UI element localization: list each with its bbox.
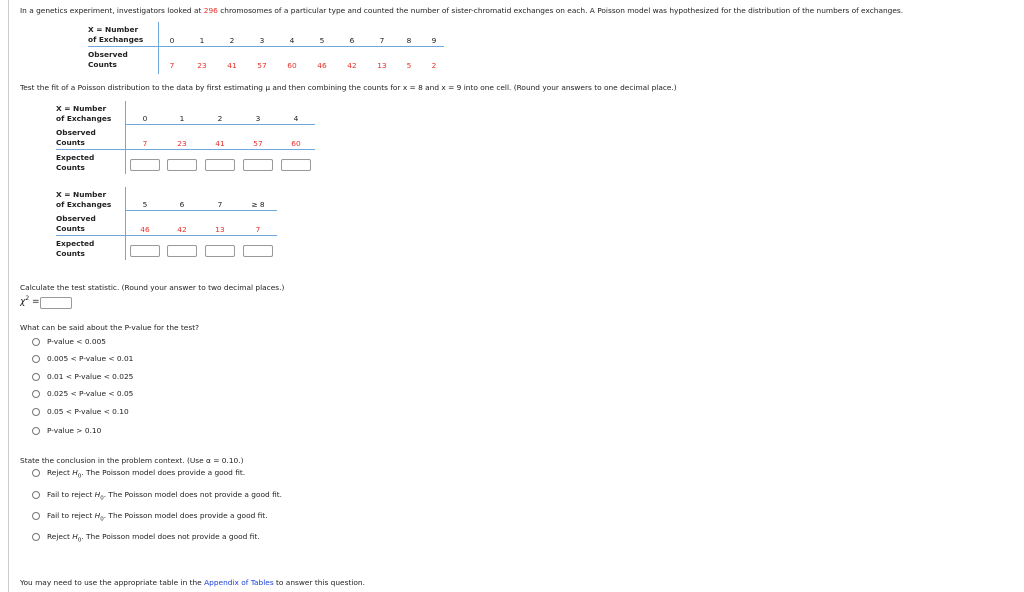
table-divider: [125, 210, 277, 211]
radio-button[interactable]: [32, 408, 40, 416]
observed-count: 46: [317, 61, 327, 70]
x-row-label: [56, 104, 111, 124]
option-post: . The Poisson model does not provide a good fit.: [103, 490, 282, 499]
left-border: [8, 0, 9, 592]
x-value: 3: [255, 114, 261, 123]
option-pre: Fail to reject: [47, 511, 95, 520]
expected-row-label: [56, 239, 94, 259]
x-value: 0: [169, 36, 175, 45]
hypothesis-symbol: H: [94, 490, 101, 499]
radio-button[interactable]: [32, 533, 40, 541]
x-value: 1: [179, 114, 185, 123]
test-stat-prompt: Calculate the test statistic. (Round your answer to two decimal places.): [20, 283, 285, 292]
x-value: ≥ 8: [251, 200, 265, 209]
radio-button[interactable]: [32, 390, 40, 398]
hypothesis-symbol: H: [94, 511, 101, 520]
expected-row-label: [56, 153, 94, 173]
intro-text: [20, 6, 903, 15]
table-divider: [125, 187, 126, 260]
option-label: P-value > 0.10: [47, 426, 102, 435]
table-divider: [56, 149, 315, 150]
x-row-label-line2: of Exchanges: [56, 114, 112, 123]
chi-square-label: [20, 295, 40, 307]
x-row-label-line2: of Exchanges: [56, 200, 112, 209]
chromosome-count: 296: [203, 6, 218, 15]
radio-button[interactable]: [32, 491, 40, 499]
pvalue-prompt: What can be said about the P-value for the test?: [20, 323, 200, 332]
hypothesis-subscript: 0: [100, 516, 104, 523]
radio-button[interactable]: [32, 355, 40, 363]
observed-count: 13: [377, 61, 387, 70]
x-row-label-line1: X = Number: [56, 104, 107, 113]
table-divider: [125, 124, 315, 125]
option-label: [47, 490, 282, 501]
expected-row-label-line2: Counts: [56, 249, 85, 258]
x-value: 4: [289, 36, 295, 45]
observed-row-label-line1: Observed: [56, 214, 96, 223]
observed-row-label-line2: Counts: [56, 138, 85, 147]
instruction-text: Test the fit of a Poisson distribution to the data by first estimating μ and then combining the counts for x = 8 and x = 9 into one cell. (Round your answers to one decimal place.): [20, 83, 677, 92]
observed-count: 60: [287, 61, 297, 70]
footer-before: You may need to use the appropriate table in the: [20, 578, 205, 587]
x-value: 8: [406, 36, 412, 45]
option-label: [47, 532, 260, 543]
x-value: 7: [217, 200, 223, 209]
x-value: 4: [293, 114, 299, 123]
chi-square-input[interactable]: [40, 297, 72, 309]
x-row-label-line1: X = Number: [88, 25, 139, 34]
x-value: 6: [179, 200, 185, 209]
observed-count: 57: [257, 61, 267, 70]
radio-button[interactable]: [32, 338, 40, 346]
hypothesis-subscript: 0: [77, 473, 82, 480]
expected-row-label-line1: Expected: [56, 239, 95, 248]
observed-count: 2: [431, 61, 437, 70]
x-value: 6: [349, 36, 355, 45]
expected-count-input[interactable]: [281, 159, 311, 171]
expected-count-input[interactable]: [205, 159, 235, 171]
x-row-label-line2: of Exchanges: [88, 35, 144, 44]
expected-row-label-line1: Expected: [56, 153, 95, 162]
observed-count: 57: [253, 139, 263, 148]
observed-count: 5: [406, 61, 412, 70]
observed-count: 7: [255, 225, 261, 234]
radio-button[interactable]: [32, 427, 40, 435]
table-divider: [88, 46, 444, 47]
observed-count: 41: [215, 139, 225, 148]
table-divider: [56, 235, 277, 236]
radio-button[interactable]: [32, 469, 40, 477]
option-label: 0.005 < P-value < 0.01: [47, 354, 134, 363]
option-post: . The Poisson model does provide a good fit.: [103, 511, 268, 520]
table-divider: [125, 101, 126, 174]
option-label: [47, 511, 268, 522]
intro-after: chromosomes of a particular type and counted the number of sister-chromatid exchanges on each. A Poisson model was hypothesized for the distribution of the numbers of exchanges.: [217, 6, 904, 15]
x-value: 2: [229, 36, 235, 45]
observed-count: 41: [227, 61, 237, 70]
option-pre: Reject: [47, 468, 73, 477]
option-pre: Fail to reject: [47, 490, 95, 499]
expected-row-label-line2: Counts: [56, 163, 85, 172]
expected-count-input[interactable]: [130, 245, 160, 257]
observed-row-label: [56, 214, 96, 234]
observed-count: 42: [347, 61, 357, 70]
expected-count-input[interactable]: [243, 159, 273, 171]
observed-row-label-line2: Counts: [56, 224, 85, 233]
expected-count-input[interactable]: [167, 159, 197, 171]
appendix-link[interactable]: Appendix of Tables: [204, 578, 274, 587]
option-label: [47, 468, 245, 479]
observed-count: 7: [169, 61, 175, 70]
radio-button[interactable]: [32, 373, 40, 381]
option-post: . The Poisson model does not provide a good fit.: [81, 532, 260, 541]
footer-text: [20, 578, 365, 587]
x-value: 5: [142, 200, 148, 209]
observed-row-label: [88, 50, 128, 70]
hypothesis-subscript: 0: [77, 537, 82, 544]
observed-row-label: [56, 128, 96, 148]
x-value: 5: [319, 36, 325, 45]
hypothesis-symbol: H: [72, 532, 78, 541]
observed-count: 46: [140, 225, 150, 234]
observed-count: 7: [142, 139, 148, 148]
equals-sign: =: [29, 297, 40, 307]
x-value: 1: [199, 36, 205, 45]
x-value: 2: [217, 114, 223, 123]
x-row-label-line1: X = Number: [56, 190, 107, 199]
option-label: 0.05 < P-value < 0.10: [47, 407, 129, 416]
hypothesis-symbol: H: [72, 468, 78, 477]
intro-before: In a genetics experiment, investigators looked at: [20, 6, 204, 15]
observed-count: 42: [177, 225, 187, 234]
option-label: 0.025 < P-value < 0.05: [47, 389, 134, 398]
observed-count: 23: [197, 61, 207, 70]
x-value: 0: [142, 114, 148, 123]
x-value: 9: [431, 36, 437, 45]
option-label: P-value < 0.005: [47, 337, 106, 346]
expected-count-input[interactable]: [167, 245, 197, 257]
observed-row-label-line2: Counts: [88, 60, 117, 69]
option-label: 0.01 < P-value < 0.025: [47, 372, 134, 381]
observed-count: 13: [215, 225, 225, 234]
option-pre: Reject: [47, 532, 73, 541]
expected-count-input[interactable]: [243, 245, 273, 257]
x-row-label: [56, 190, 111, 210]
observed-row-label-line1: Observed: [88, 50, 128, 59]
observed-count: 23: [177, 139, 187, 148]
hypothesis-subscript: 0: [100, 495, 104, 502]
conclusion-prompt: State the conclusion in the problem context. (Use α = 0.10.): [20, 456, 244, 465]
x-row-label: [88, 25, 143, 45]
footer-after: to answer this question.: [273, 578, 365, 587]
observed-count: 60: [291, 139, 301, 148]
expected-count-input[interactable]: [130, 159, 160, 171]
radio-button[interactable]: [32, 512, 40, 520]
chi-symbol: χ: [20, 297, 26, 307]
chi-exponent: 2: [25, 295, 30, 302]
x-value: 7: [379, 36, 385, 45]
x-value: 3: [259, 36, 265, 45]
option-post: . The Poisson model does provide a good fit.: [81, 468, 246, 477]
observed-row-label-line1: Observed: [56, 128, 96, 137]
expected-count-input[interactable]: [205, 245, 235, 257]
